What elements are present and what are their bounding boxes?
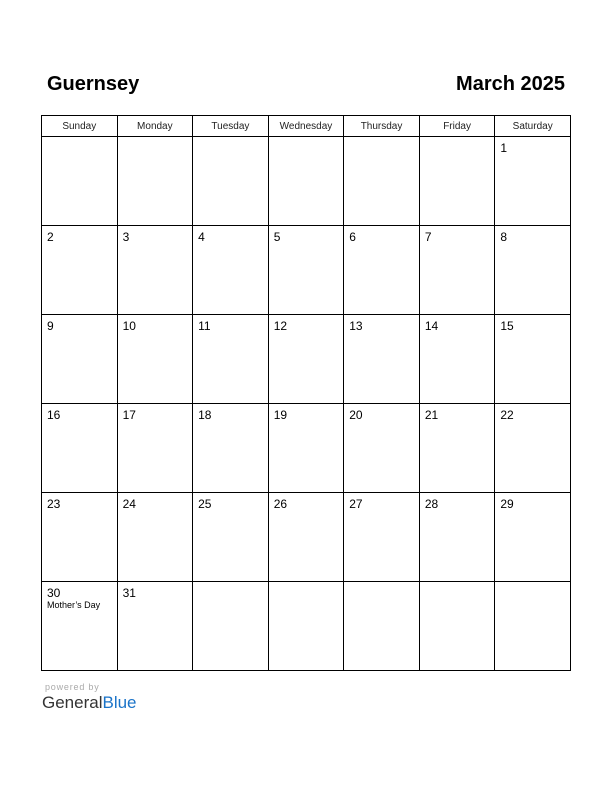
day-number: 23 [47,497,61,511]
day-number: 14 [424,319,439,333]
day-cell [268,582,344,671]
day-cell [268,315,344,404]
day-cell [419,493,495,582]
day-cell [419,137,495,226]
calendar-body [42,137,571,671]
week-row [42,582,571,671]
day-cell [268,226,344,315]
holiday-label: Mother’s Day [47,600,101,610]
day-cell [193,493,269,582]
day-cell [495,315,571,404]
day-cell [268,404,344,493]
day-number: 20 [349,408,363,422]
day-cell [344,582,420,671]
day-number: 4 [198,230,205,244]
region-title: Guernsey [47,73,140,95]
day-cell [42,493,118,582]
day-cell [268,493,344,582]
day-number: 5 [273,230,281,244]
day-number: 8 [500,230,508,244]
day-number [42,137,117,141]
day-cell [419,582,495,671]
day-cell [344,226,420,315]
brand-logo[interactable] [42,693,137,713]
day-cell [344,315,420,404]
powered-by-text: powered by [45,682,100,692]
day-cell [193,315,269,404]
day-number: 2 [47,230,54,244]
weekday-header: Tuesday [193,116,269,137]
day-cell [193,404,269,493]
day-number: 19 [273,408,288,422]
day-cell [495,582,571,671]
weekday-header: Wednesday [268,116,344,137]
day-number: 7 [424,230,432,244]
day-cell [419,226,495,315]
weekday-header: Monday [117,116,193,137]
weekday-header: Thursday [344,116,420,137]
day-cell [193,137,269,226]
brand-name-part2: Blue [102,693,137,712]
week-row [42,315,571,404]
day-number [118,137,193,141]
week-row [42,404,571,493]
day-cell [117,582,193,671]
weekday-header-row [42,116,571,137]
day-number [344,137,419,141]
weekday-header: Sunday [42,116,118,137]
day-number: 11 [198,319,211,333]
day-number: 28 [424,497,439,511]
day-cell [495,226,571,315]
day-number: 17 [122,408,136,422]
day-number: 15 [500,319,514,333]
day-cell [344,137,420,226]
day-number: 18 [198,408,212,422]
day-number: 24 [122,497,136,511]
day-number: 31 [122,586,136,600]
day-number [495,582,570,586]
day-number: 30 [47,586,61,600]
day-number: 9 [47,319,54,333]
day-cell [193,226,269,315]
day-number: 10 [122,319,136,333]
weekday-header: Friday [419,116,495,137]
day-cell [117,315,193,404]
day-cell [42,404,118,493]
day-number: 3 [122,230,130,244]
week-row [42,493,571,582]
day-number [193,137,268,141]
day-cell [42,137,118,226]
day-number: 21 [424,408,439,422]
month-title: March 2025 [456,73,565,95]
day-number: 16 [47,408,61,422]
day-cell [268,137,344,226]
day-number [344,582,419,586]
day-cell [419,404,495,493]
day-number: 25 [198,497,212,511]
day-number: 6 [349,230,356,244]
day-cell [42,582,118,671]
day-number: 29 [500,497,514,511]
day-number: 1 [500,141,508,155]
weekday-header: Saturday [495,116,571,137]
day-number [420,137,495,141]
day-number [420,582,495,586]
day-cell [117,404,193,493]
day-cell [117,493,193,582]
brand-name-part1: General [42,693,103,712]
day-cell [419,315,495,404]
day-cell [344,404,420,493]
day-cell [193,582,269,671]
day-cell [42,226,118,315]
day-number: 13 [349,319,363,333]
day-number: 27 [349,497,363,511]
day-number [193,582,268,586]
day-number: 26 [273,497,288,511]
day-cell [495,493,571,582]
week-row [42,226,571,315]
day-number [269,582,344,586]
day-number: 12 [273,319,288,333]
day-cell [495,404,571,493]
week-row [42,137,571,226]
day-cell [495,137,571,226]
day-number: 22 [500,408,514,422]
day-cell [42,315,118,404]
day-number [269,137,344,141]
calendar-grid [41,115,571,671]
day-cell [344,493,420,582]
day-cell [117,137,193,226]
day-cell [117,226,193,315]
